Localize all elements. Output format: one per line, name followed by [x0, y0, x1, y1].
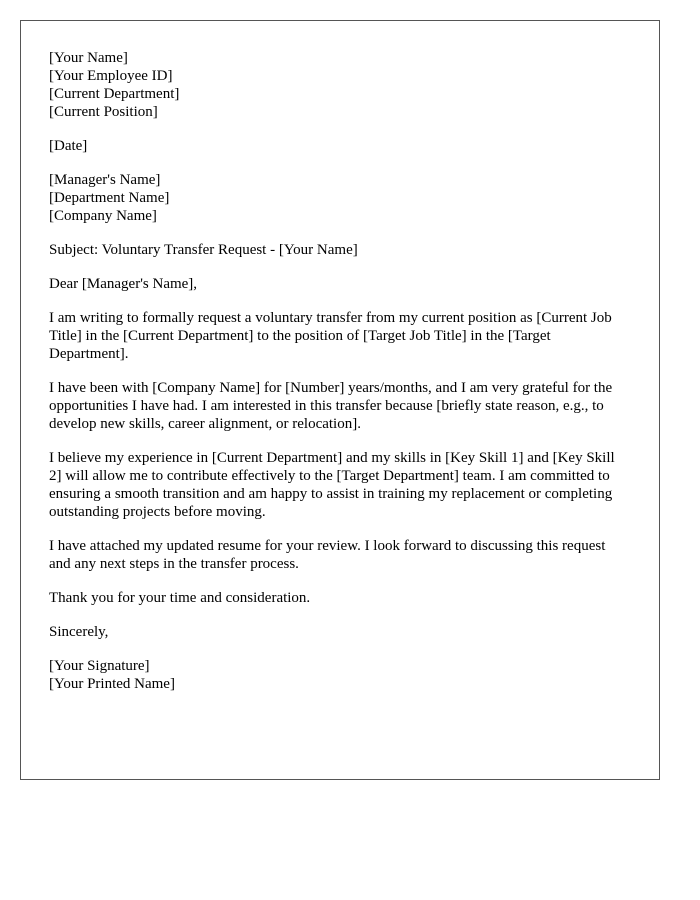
recipient-block — [49, 171, 629, 225]
paragraph-request: I am writing to formally request a voluntary transfer from my current position as [Current Job Title] in the [Current Department] to the position of [Target Job Title] in the [Target Department]. — [49, 310, 612, 362]
sender-name: [Your Name] — [49, 50, 128, 66]
sender-department: [Current Department] — [49, 86, 180, 102]
paragraph-resume: I have attached my updated resume for your review. I look forward to discussing this request and any next steps in the transfer process. — [49, 538, 606, 572]
date-block — [49, 137, 629, 155]
letter-page — [20, 20, 660, 780]
recipient-department: [Department Name] — [49, 190, 170, 206]
sender-block — [49, 49, 629, 121]
closing: Sincerely, — [49, 624, 109, 640]
paragraph-reason: I have been with [Company Name] for [Number] years/months, and I am very grateful for the opportunities I have had. I am interested in this transfer because [briefly state reason, e.g., to develop new skills, career alignment, or relocation]. — [49, 380, 613, 432]
paragraph-skills: I believe my experience in [Current Department] and my skills in [Key Skill 1] and [Key Skill 2] will allow me to contribute effectively to the [Target Department] team. I am committed to ensuring a smooth transition and am happy to assist in training my replacement or completing outstanding projects before moving. — [49, 450, 615, 520]
salutation: Dear [Manager's Name], — [49, 276, 198, 292]
sender-employee-id: [Your Employee ID] — [49, 68, 173, 84]
printed-name: [Your Printed Name] — [49, 676, 175, 692]
letter-body — [49, 49, 629, 709]
paragraph-thanks: Thank you for your time and consideration. — [49, 590, 311, 606]
signature-line: [Your Signature] — [49, 658, 150, 674]
letter-date: [Date] — [49, 138, 88, 154]
sender-position: [Current Position] — [49, 104, 158, 120]
recipient-name: [Manager's Name] — [49, 172, 161, 188]
subject-line: Subject: Voluntary Transfer Request - [Your Name] — [49, 242, 358, 258]
signature-block — [49, 657, 629, 693]
recipient-company: [Company Name] — [49, 208, 157, 224]
